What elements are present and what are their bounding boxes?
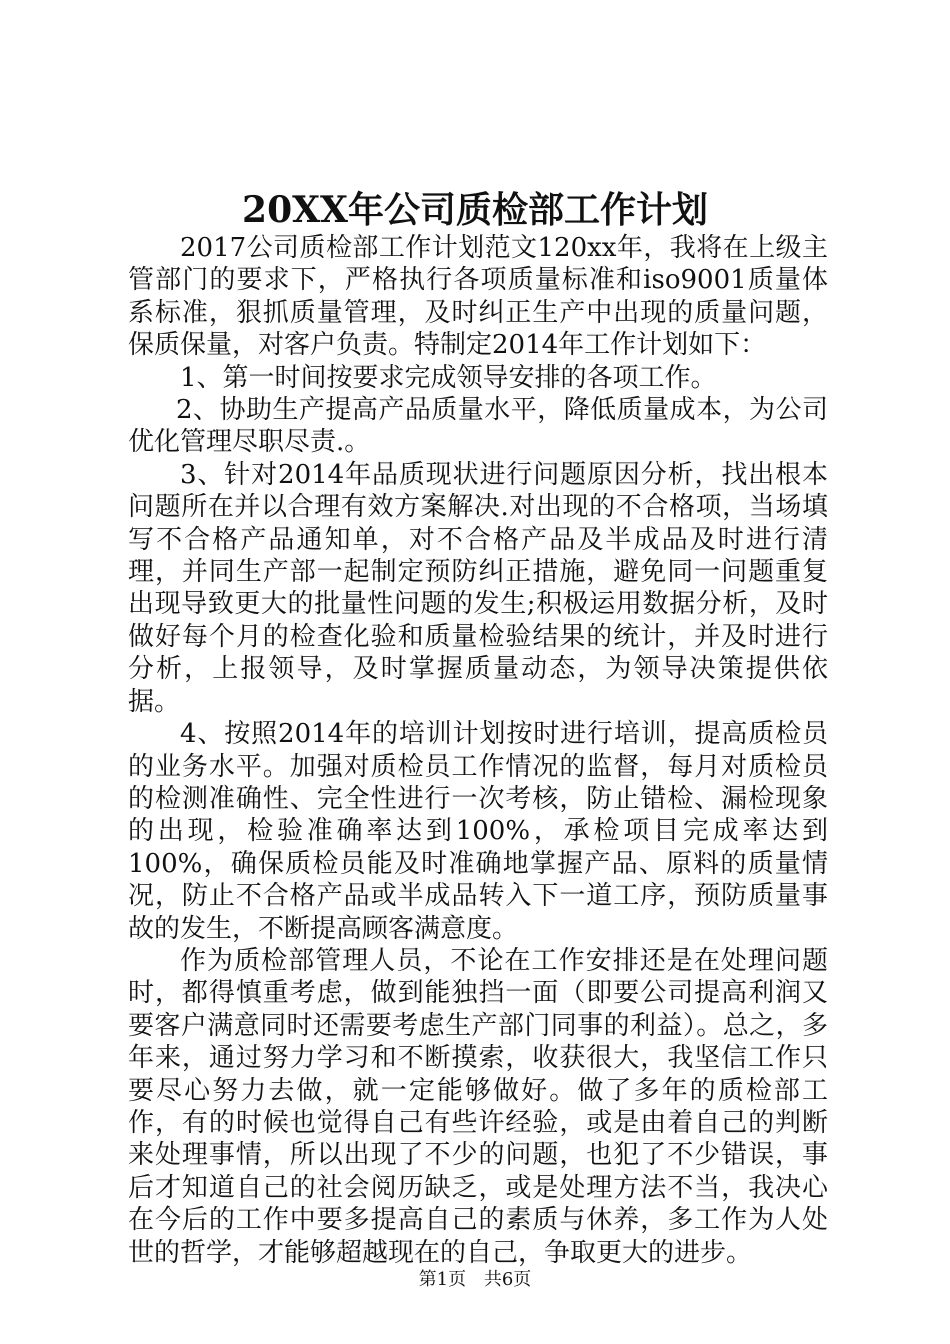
- document-title: 20XX年公司质检部工作计划: [242, 189, 708, 231]
- page-total: 共6页: [483, 1269, 532, 1290]
- paragraph-conclusion: 作为质检部管理人员，不论在工作安排还是在处理问题时，都得慎重考虑，做到能独挡一面（即要公司提高利润又要客户满意同时还需要考虑生产部门同事的利益）。总之，多年来，通过努力学习和不断摸索，收获很大，我坚信工作只要尽心努力去做，就一定能够做好。做了多年的质检部工作，有的时候也觉得自己有些许经验，或是由着自己的判断来处理事情，所以出现了不少的问题，也犯了不少错误，事后才知道自己的社会阅历缺乏，或是处理方法不当，我决心在今后的工作中要多提高自己的素质与休养，多工作为人处世的哲学，才能够超越现在的自己，争取更大的进步。: [128, 945, 828, 1268]
- paragraph-item-2: 2、协助生产提高产品质量水平，降低质量成本，为公司优化管理尽职尽责.。: [128, 395, 828, 458]
- paragraph-item-4: 4、按照2014年的培训计划按时进行培训，提高质检员的业务水平。加强对质检员工作情况的监督，每月对质检员的检测准确性、完全性进行一次考核，防止错检、漏检现象的出现，检验准确率达到100%，承检项目完成率达到100%，确保质检员能及时准确地掌握产品、原料的质量情况，防止不合格产品或半成品转入下一道工序，预防质量事故的发生，不断提高顾客满意度。: [128, 719, 828, 944]
- paragraph-item-1: 1、第一时间按要求完成领导安排的各项工作。: [180, 362, 717, 393]
- paragraph-intro: 2017公司质检部工作计划范文120xx年，我将在上级主管部门的要求下，严格执行各项质量标准和iso9001质量体系标准，狠抓质量管理，及时纠正生产中出现的质量问题，保质保量，对客户负责。特制定2014年工作计划如下：: [128, 233, 828, 361]
- document-body: [128, 232, 828, 1269]
- paragraph-item-3: 3、针对2014年品质现状进行问题原因分析，找出根本问题所在并以合理有效方案解决.对出现的不合格项，当场填写不合格产品通知单，对不合格产品及半成品及时进行清理，并同生产部一起制定预防纠正措施，避免同一问题重复出现导致更大的批量性问题的发生;积极运用数据分析，及时做好每个月的检查化验和质量检验结果的统计，并及时进行分析，上报领导，及时掌握质量动态，为领导决策提供依据。: [128, 459, 828, 717]
- page-footer: [0, 1268, 950, 1292]
- page-number: 第1页: [418, 1269, 467, 1290]
